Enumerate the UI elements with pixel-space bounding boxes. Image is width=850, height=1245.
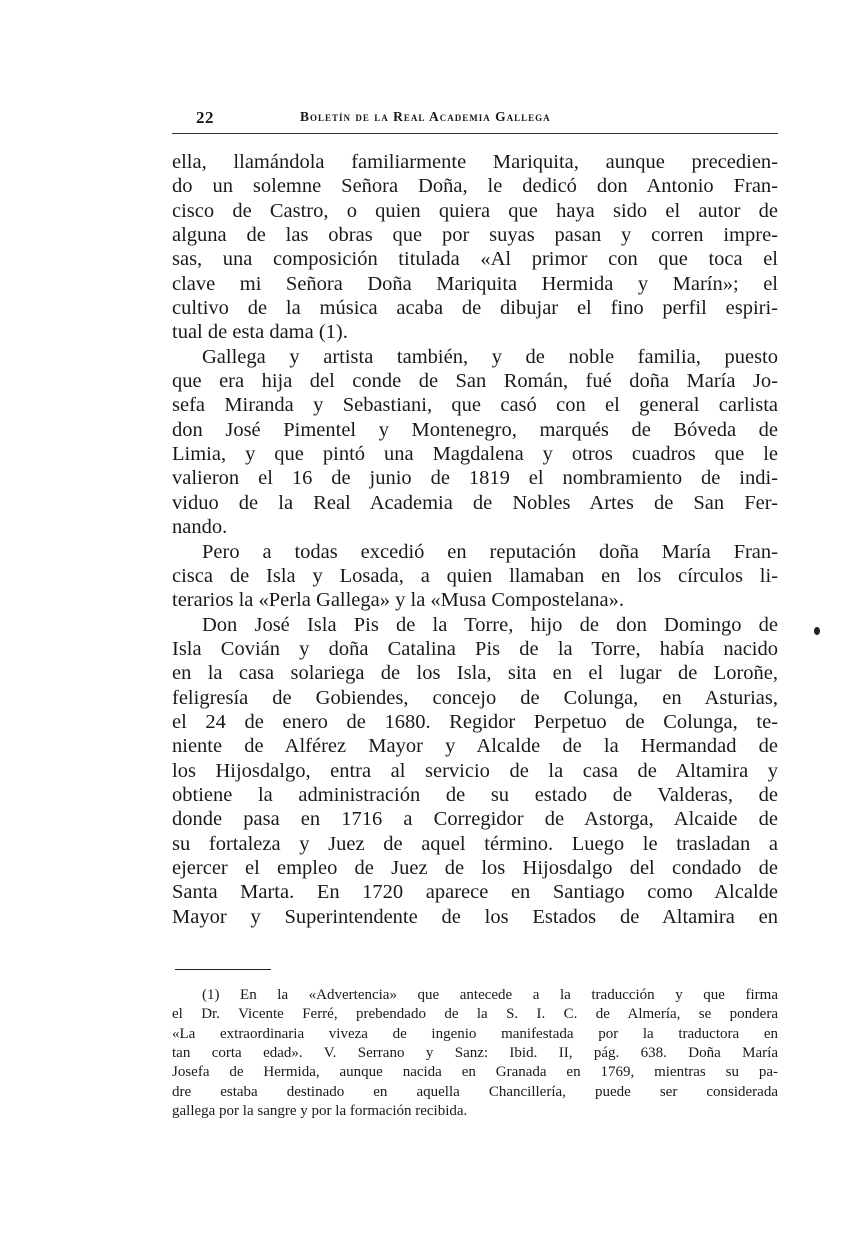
body-line: alguna de las obras que por suyas pasan y corren impre- bbox=[172, 224, 778, 247]
body-line: Gallega y artista también, y de noble familia, puesto bbox=[202, 345, 778, 368]
body-line: niente de Alférez Mayor y Alcalde de la Hermandad de bbox=[172, 735, 778, 758]
body-line: Pero a todas excedió en reputación doña María Fran- bbox=[202, 540, 778, 563]
margin-dot-mark bbox=[814, 627, 820, 635]
body-line: su fortaleza y Juez de aquel término. Luego le trasladan a bbox=[172, 832, 778, 855]
footnote-line: el Dr. Vicente Ferré, prebendado de la S. I. C. de Almería, se pondera bbox=[172, 1006, 778, 1023]
body-line: que era hija del conde de San Román, fué doña María Jo- bbox=[172, 370, 778, 393]
body-line: el 24 de enero de 1680. Regidor Perpetuo de Colunga, te- bbox=[172, 710, 778, 733]
footnote-line: gallega por la sangre y por la formación recibida. bbox=[172, 1103, 468, 1120]
body-line: sefa Miranda y Sebastiani, que casó con el general carlista bbox=[172, 394, 778, 417]
body-line: Isla Covián y doña Catalina Pis de la Torre, había nacido bbox=[172, 637, 778, 660]
page-number: 22 bbox=[196, 108, 214, 127]
running-title: Boletín de la Real Academia Gallega bbox=[300, 109, 551, 124]
body-line: do un solemne Señora Doña, le dedicó don Antonio Fran- bbox=[172, 175, 778, 198]
footnote-line: «La extraordinaria viveza de ingenio manifestada por la traductora en bbox=[172, 1025, 778, 1042]
body-line: terarios la «Perla Gallega» y la «Musa Compostelana». bbox=[172, 589, 625, 612]
body-line: don José Pimentel y Montenegro, marqués de Bóveda de bbox=[172, 418, 778, 441]
footnote-line: Josefa de Hermida, aunque nacida en Granada en 1769, mientras su pa- bbox=[172, 1064, 778, 1081]
body-line: valieron el 16 de junio de 1819 el nombramiento de indi- bbox=[172, 467, 778, 490]
body-line: ella, llamándola familiarmente Mariquita, aunque precedien- bbox=[172, 151, 778, 173]
body-line: clave mi Señora Doña Mariquita Hermida y Marín»; el bbox=[172, 272, 778, 295]
body-line: viduo de la Real Academia de Nobles Artes de San Fer- bbox=[172, 491, 778, 514]
body-line: nando. bbox=[172, 516, 228, 539]
body-line: Santa Marta. En 1720 aparece en Santiago como Alcalde bbox=[172, 881, 778, 904]
body-line: feligresía de Gobiendes, concejo de Colunga, en Asturias, bbox=[172, 686, 778, 709]
header-rule bbox=[172, 133, 778, 134]
footnote-line: dre estaba destinado en aquella Chancillería, puede ser considerada bbox=[172, 1083, 778, 1100]
body-line: ejercer el empleo de Juez de los Hijosdalgo del condado de bbox=[172, 856, 778, 879]
body-line: Don José Isla Pis de la Torre, hijo de don Domingo de bbox=[202, 613, 778, 636]
body-line: obtiene la administración de su estado de Valderas, de bbox=[172, 783, 778, 806]
body-line: Limia, y que pintó una Magdalena y otros cuadros que le bbox=[172, 443, 778, 466]
body-line: donde pasa en 1716 a Corregidor de Astorga, Alcaide de bbox=[172, 808, 778, 831]
footnote-line: (1) En la «Advertencia» que antecede a la traducción y que firma bbox=[202, 987, 778, 1003]
body-text bbox=[172, 150, 778, 929]
body-line: tual de esta dama (1). bbox=[172, 321, 348, 344]
page-header bbox=[172, 108, 778, 130]
footnote-line: tan corta edad». V. Serrano y Sanz: Ibid. II, pág. 638. Doña María bbox=[172, 1045, 778, 1062]
body-line: en la casa solariega de los Isla, sita en el lugar de Loroñe, bbox=[172, 662, 778, 685]
body-line: los Hijosdalgo, entra al servicio de la casa de Altamira y bbox=[172, 759, 778, 782]
body-line: sas, una composición titulada «Al primor con que toca el bbox=[172, 248, 778, 271]
body-line: Mayor y Superintendente de los Estados de Altamira en bbox=[172, 905, 778, 928]
body-line: cisca de Isla y Losada, a quien llamaban en los círculos li- bbox=[172, 564, 778, 587]
body-line: cisco de Castro, o quien quiera que haya sido el autor de bbox=[172, 199, 778, 222]
body-line: cultivo de la música acaba de dibujar el fino perfil espiri- bbox=[172, 297, 778, 320]
footnote-rule bbox=[175, 969, 271, 970]
footnote bbox=[172, 986, 778, 1121]
